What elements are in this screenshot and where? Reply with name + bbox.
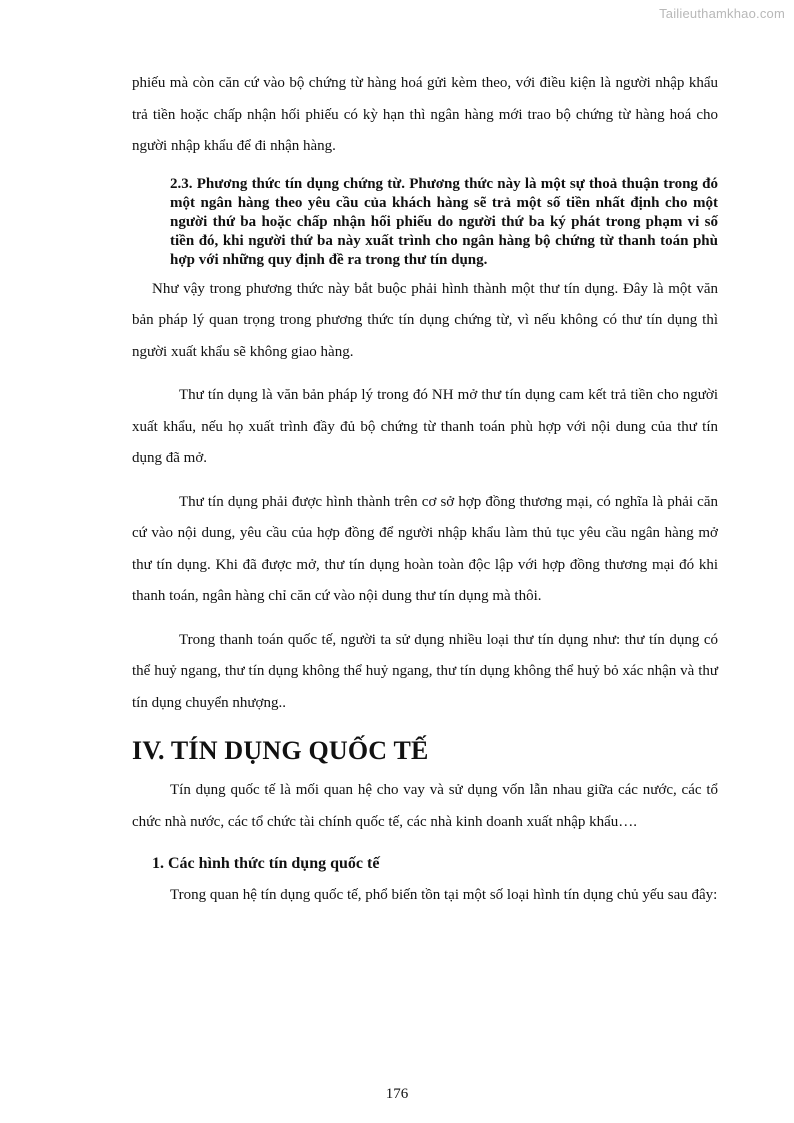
document-body bbox=[132, 68, 718, 912]
paragraph-lc-definition: Thư tín dụng là văn bản pháp lý trong đó NH mở thư tín dụng cam kết trả tiền cho người xuất khẩu, nếu họ xuất trình đầy đủ bộ chứng từ thanh toán phù hợp với nội dung của thư tín dụng đã mở. bbox=[132, 387, 718, 466]
paragraph-continuation: phiếu mà còn căn cứ vào bộ chứng từ hàng hoá gửi kèm theo, với điều kiện là người nhập khẩu trả tiền hoặc chấp nhận hối phiếu có kỳ hạn thì ngân hàng mới trao bộ chứng từ hàng hoá cho người nhập khẩu để đi nhận hàng. bbox=[132, 75, 718, 154]
paragraph-lc-types: Trong thanh toán quốc tế, người ta sử dụng nhiều loại thư tín dụng như: thư tín dụng có thể huỷ ngang, thư tín dụng không thể huỷ ngang, thư tín dụng không thể huỷ bỏ xác nhận và thư tín dụng chuyển nhượng.. bbox=[132, 631, 718, 711]
heading-1-forms-of-credit: 1. Các hình thức tín dụng quốc tế bbox=[152, 855, 380, 872]
paragraph-lc-contract-basis: Thư tín dụng phải được hình thành trên cơ sở hợp đồng thương mại, có nghĩa là phải căn cứ vào nội dung, yêu cầu của hợp đồng để người nhập khẩu làm thủ tục yêu cầu ngân hàng mở thư tín dụng. Khi đã được mở, thư tín dụng hoàn toàn độc lập với hợp đồng thương mại đó khi thanh toán, ngân hàng chỉ căn cứ vào nội dung thư tín dụng mà thôi. bbox=[132, 493, 718, 604]
heading-iv-international-credit: IV. TÍN DỤNG QUỐC TẾ bbox=[132, 736, 429, 765]
paragraph-lc-required: Như vậy trong phương thức này bắt buộc phải hình thành một thư tín dụng. Đây là một văn bản pháp lý quan trọng trong phương thức tín dụng chứng từ, vì nếu không có thư tín dụng thì người xuất khẩu sẽ không giao hàng. bbox=[132, 280, 718, 360]
paragraph-credit-forms-intro: Trong quan hệ tín dụng quốc tế, phổ biến tồn tại một số loại hình tín dụng chủ yếu sau đây: bbox=[170, 887, 718, 903]
heading-2-3-documentary-credit: 2.3. Phương thức tín dụng chứng từ. Phương thức này là một sự thoả thuận trong đó một ngân hàng theo yêu cầu của khách hàng sẽ trả một số tiền nhất định cho một người thứ ba hoặc chấp nhận hối phiếu do người thứ ba ký phát trong phạm vi số tiền đó, khi người thứ ba này xuất trình cho ngân hàng bộ chứng từ thanh toán phù hợp với những quy định đề ra trong thư tín dụng. bbox=[170, 175, 718, 268]
paragraph-international-credit-definition: Tín dụng quốc tế là mối quan hệ cho vay và sử dụng vốn lẫn nhau giữa các nước, các tổ chức nhà nước, các tổ chức tài chính quốc tế, các nhà kinh doanh xuất nhập khẩu…. bbox=[132, 782, 718, 830]
watermark: Tailieuthamkhao.com bbox=[659, 6, 785, 21]
page-number: 176 bbox=[385, 1086, 409, 1102]
